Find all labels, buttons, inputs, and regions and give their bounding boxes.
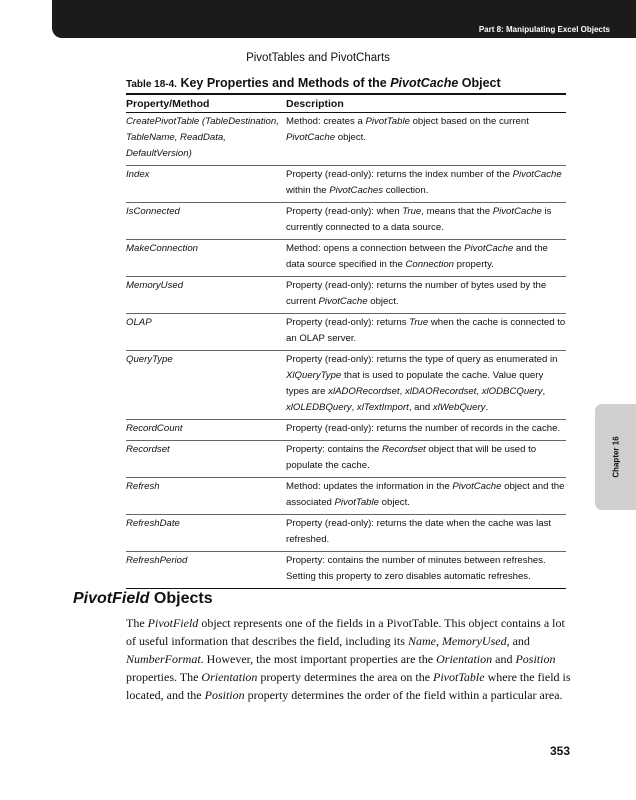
table-row	[126, 113, 566, 166]
section-heading	[73, 590, 213, 608]
property-description: Method: opens a connection between the PivotCache and the data source specified in the Connection property.	[286, 240, 566, 277]
table-row	[126, 420, 566, 441]
property-name: RefreshPeriod	[126, 552, 286, 589]
page-number: 353	[549, 744, 570, 758]
table-row	[126, 515, 566, 552]
property-name: Refresh	[126, 478, 286, 515]
property-name: OLAP	[126, 314, 286, 351]
section-heading-italic: PivotField	[73, 590, 150, 607]
table-row	[126, 240, 566, 277]
property-description: Property (read-only): returns True when the cache is connected to an OLAP server.	[286, 314, 566, 351]
property-description: Property (read-only): returns the number of bytes used by the current PivotCache object.	[286, 277, 566, 314]
property-name: Index	[126, 166, 286, 203]
property-name: MakeConnection	[126, 240, 286, 277]
property-description: Property (read-only): when True, means that the PivotCache is currently connected to a data source.	[286, 203, 566, 240]
property-name: CreatePivotTable (TableDestination, TableName, ReadData, DefaultVersion)	[126, 113, 286, 166]
section-heading-rest: Objects	[149, 590, 213, 607]
property-description: Property (read-only): returns the index number of the PivotCache within the PivotCaches collection.	[286, 166, 566, 203]
table-row	[126, 441, 566, 478]
property-description: Property: contains the Recordset object that will be used to populate the cache.	[286, 441, 566, 478]
property-name: IsConnected	[126, 203, 286, 240]
body-paragraph: The PivotField object represents one of the fields in a PivotTable. This object contains a lot of useful information that describes the field, including its Name, MemoryUsed, and NumberFormat. However, the most important properties are the Orientation and Position properties. The Orientation property determines the area on the PivotTable where the field is located, and the Position property determines the order of the field within a particular area.	[126, 616, 571, 702]
table-row	[126, 351, 566, 420]
header-bar	[52, 0, 636, 38]
table-row	[126, 203, 566, 240]
property-name: QueryType	[126, 351, 286, 420]
column-header-property: Property/Method	[126, 94, 286, 113]
table-row	[126, 552, 566, 589]
table-header-row	[126, 94, 566, 113]
table-row	[126, 314, 566, 351]
table-caption-tail: Object	[458, 76, 501, 90]
chapter-label: Chapter 16	[611, 436, 620, 478]
property-name: RecordCount	[126, 420, 286, 441]
table-row	[126, 166, 566, 203]
table-caption-text: Key Properties and Methods of the	[180, 76, 391, 90]
table-row	[126, 277, 566, 314]
property-description: Property (read-only): returns the type of query as enumerated in XlQueryType that is used to populate the cache. Value query types are xlADORecordset, xlDAORecordset, xlODBCQuery, xlOLEDBQuery, xlTextImport, and xlWebQuery.	[286, 351, 566, 420]
running-title: PivotTables and PivotCharts	[246, 52, 390, 64]
table-caption-object: PivotCache	[390, 76, 459, 90]
property-description: Property (read-only): returns the date when the cache was last refreshed.	[286, 515, 566, 552]
property-name: MemoryUsed	[126, 277, 286, 314]
properties-table	[126, 93, 566, 589]
table-body	[126, 113, 566, 589]
property-description: Method: creates a PivotTable object based on the current PivotCache object.	[286, 113, 566, 166]
property-description: Method: updates the information in the PivotCache object and the associated PivotTable object.	[286, 478, 566, 515]
part-label: Part 8: Manipulating Excel Objects	[478, 25, 610, 34]
table-row	[126, 478, 566, 515]
chapter-side-tab	[595, 404, 636, 510]
property-name: RefreshDate	[126, 515, 286, 552]
property-description: Property: contains the number of minutes between refreshes. Setting this property to zero disables automatic refreshes.	[286, 552, 566, 589]
table-caption-number: Table 18-4.	[126, 79, 177, 90]
table-caption	[126, 76, 501, 90]
column-header-description: Description	[286, 94, 566, 113]
property-description: Property (read-only): returns the number of records in the cache.	[286, 420, 566, 441]
property-name: Recordset	[126, 441, 286, 478]
